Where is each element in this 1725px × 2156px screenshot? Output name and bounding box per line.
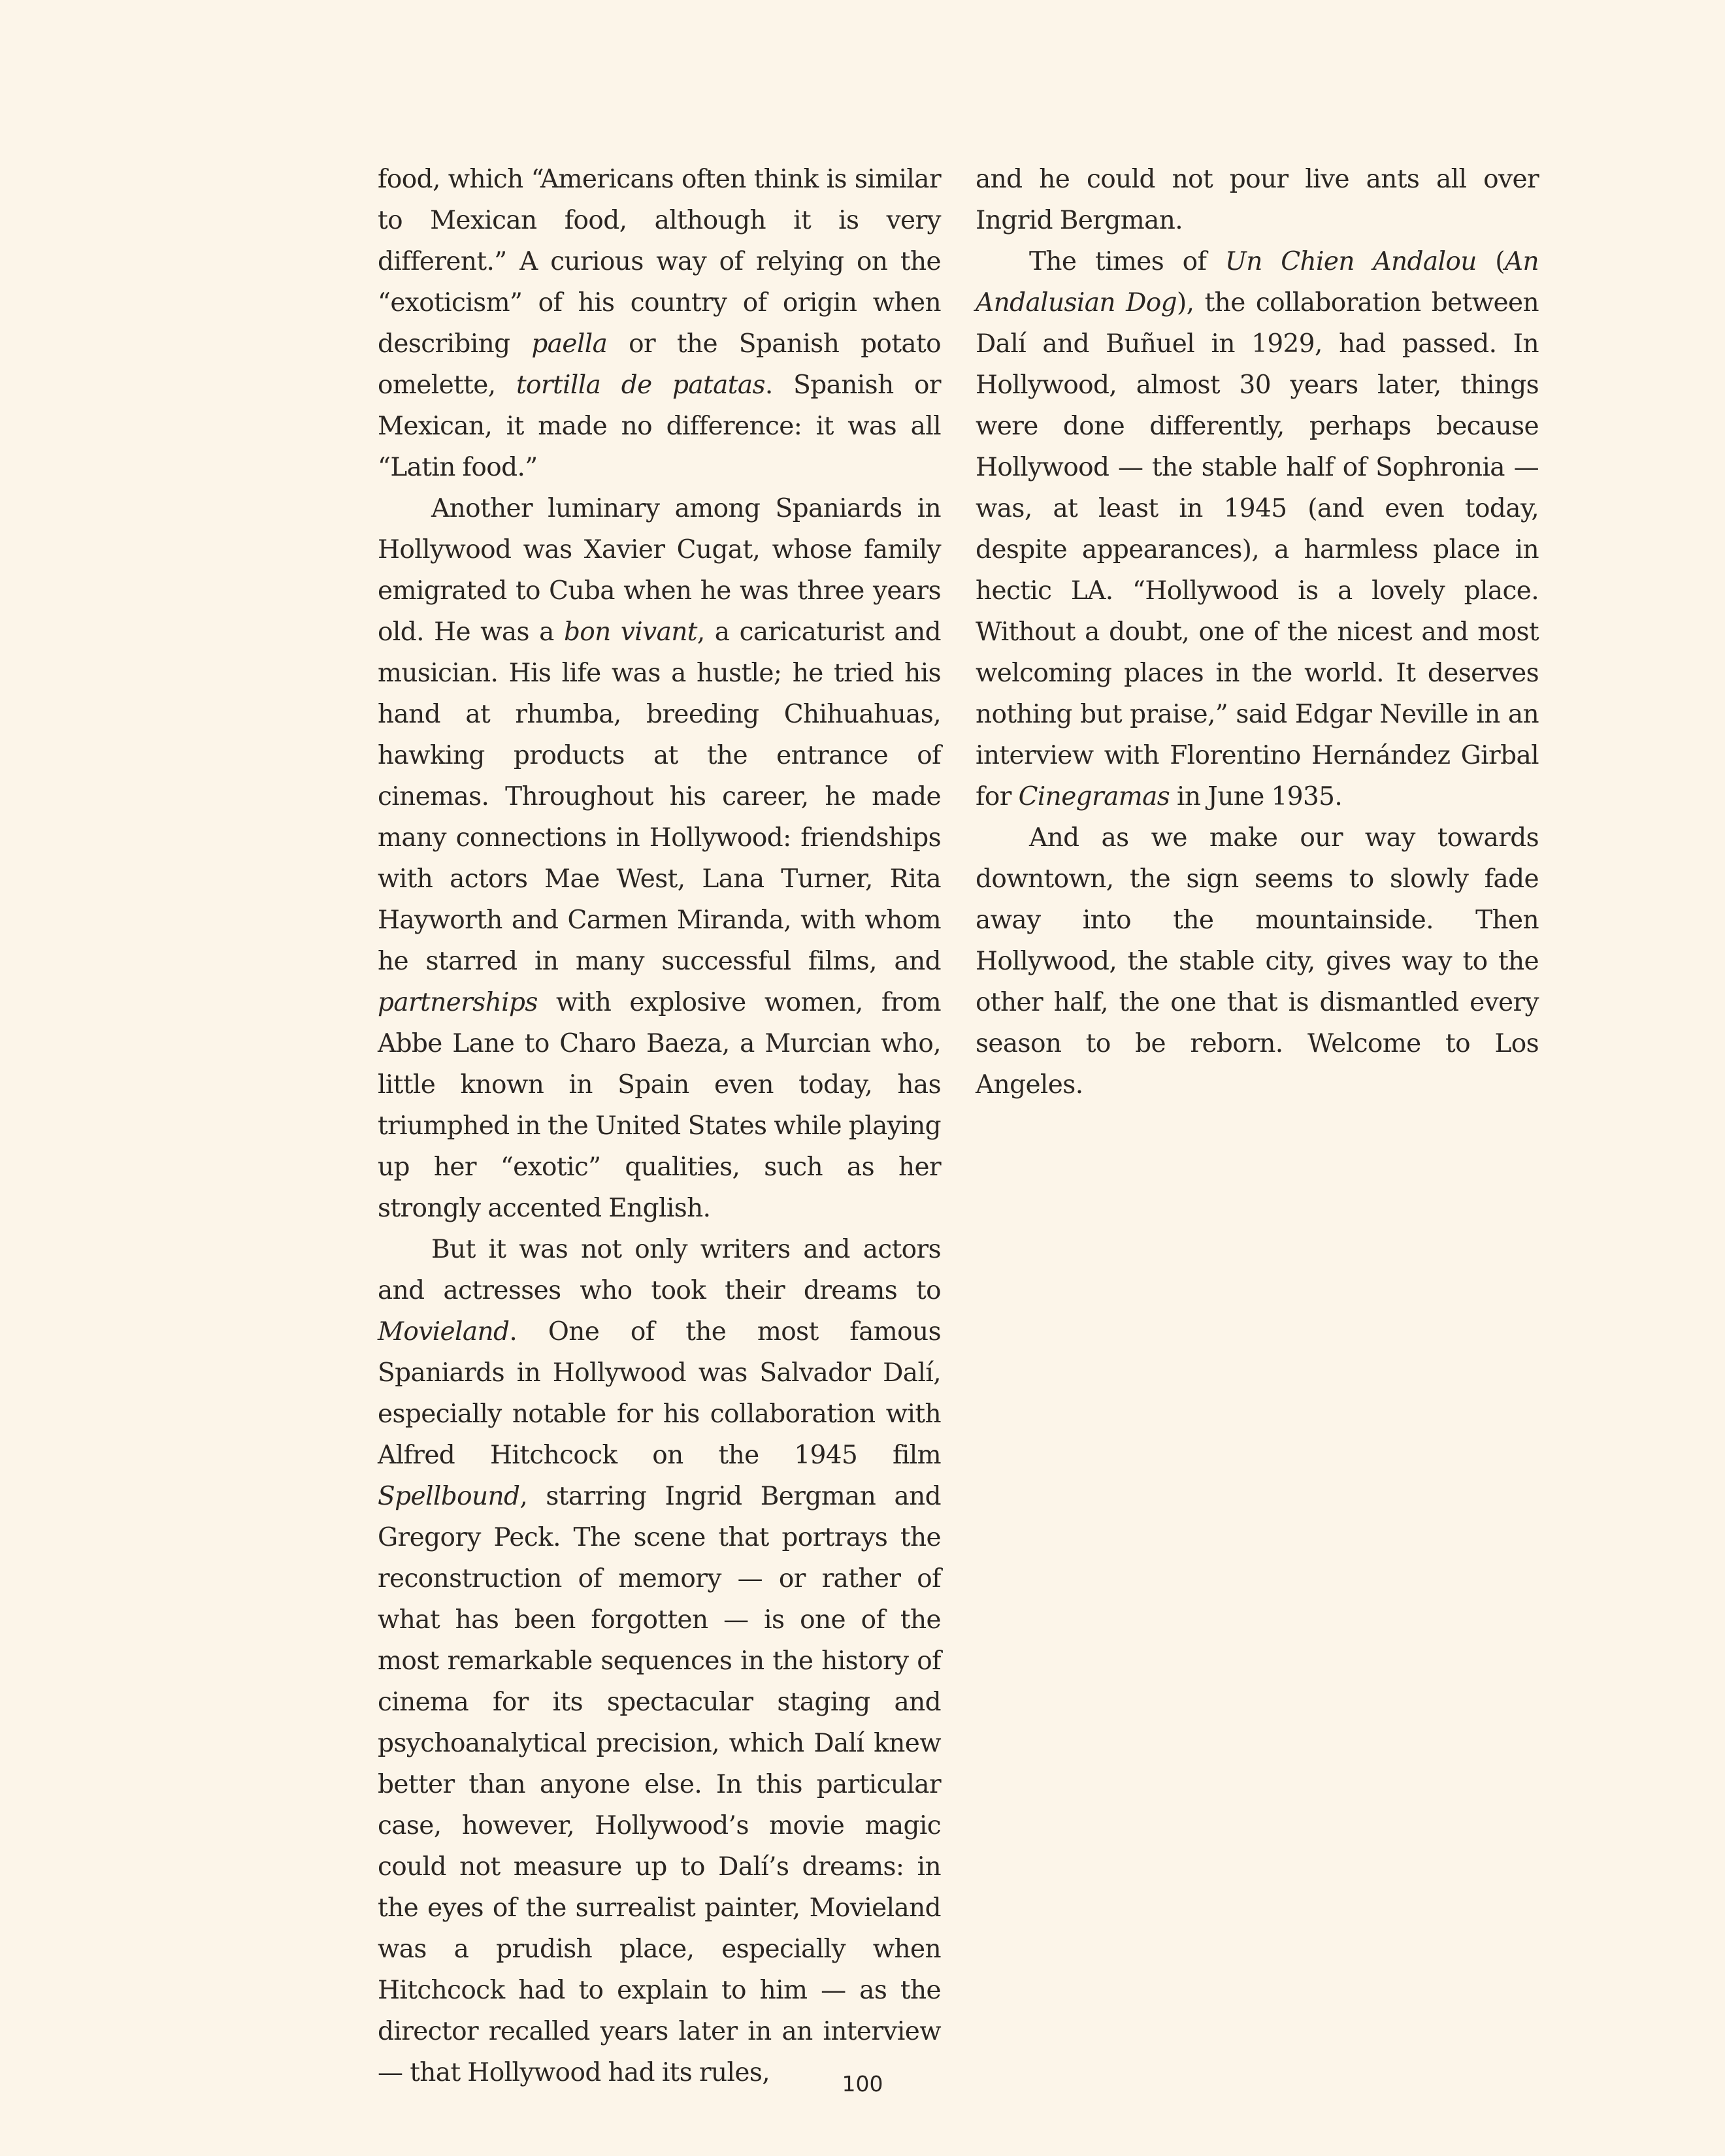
italic-text-run: partnerships [378, 988, 538, 1017]
paragraph [378, 1229, 941, 2093]
italic-text-run: tortilla de patatas [516, 370, 765, 400]
paragraph [976, 241, 1539, 817]
text-run: . Spanish or Mexican, it made no difference: it was all “Latin food.” [378, 370, 941, 482]
text-run: Another luminary among Spaniards in Hollywood was Xavier Cugat, whose family emigrated to Cuba when he was three years old. He was a [378, 494, 941, 647]
paragraph [976, 817, 1539, 1105]
text-run: or the Spanish potato omelette, [378, 329, 941, 400]
text-run: . One of the most famous Spaniards in Hollywood was Salvador Dalí, especially notable for his collaboration with Alfred Hitchcock on the 1945 film [378, 1317, 941, 1470]
text-run: and he could not pour live ants all over Ingrid Bergman. [976, 165, 1539, 235]
italic-text-run: Spellbound [378, 1482, 520, 1511]
paragraph [378, 488, 941, 1229]
text-run: ( [1476, 247, 1505, 276]
text-run: with explosive women, from Abbe Lane to Charo Baeza, a Murcian who, little known in Spain even today, has triumphed in the United States while playing up her “exotic” qualities, such as her strongly accented English. [378, 988, 941, 1223]
italic-text-run: bon vivant [563, 617, 697, 647]
page-number: 100 [842, 2071, 883, 2097]
italic-text-run: paella [531, 329, 608, 359]
text-run: The times of [1029, 247, 1225, 276]
italic-text-run: Un Chien Andalou [1224, 247, 1477, 276]
italic-text-run: Cinegramas [1018, 782, 1170, 811]
left-text-column [378, 159, 941, 2093]
text-run: , starring Ingrid Bergman and Gregory Peck. The scene that portrays the reconstruction of memory — or rather of what has been forgotten — is one of the most remarkable sequences in the history of cinema for its spectacular staging and psychoanalytical precision, which Dalí knew better than anyone else. In this particular case, however, Hollywood’s movie magic could not measure up to Dalí’s dreams: in the eyes of the surrealist painter, Movieland was a prudish place, especially when Hitchcock had to explain to him — as the director recalled years later in an interview — that Hollywood had its rules, [378, 1482, 941, 2087]
paragraph [378, 159, 941, 488]
text-run: food, which “Americans often think is similar to Mexican food, although it is very different.” A curious way of relying on the “exoticism” of his country of origin when describing [378, 165, 941, 359]
right-text-column [976, 159, 1539, 1105]
text-run: And as we make our way towards downtown, the sign seems to slowly fade away into the mountainside. Then Hollywood, the stable city, gives way to the other half, the one that is dismantled every season to be reborn. Welcome to Los Angeles. [976, 823, 1539, 1100]
text-run: , a caricaturist and musician. His life was a hustle; he tried his hand at rhumba, breeding Chihuahuas, hawking products at the entrance of cinemas. Throughout his career, he made many connections in Hollywood: friendships with actors Mae West, Lana Turner, Rita Hayworth and Carmen Miranda, with whom he starred in many successful films, and [378, 617, 941, 976]
paragraph [976, 159, 1539, 241]
text-run: ), the collaboration between Dalí and Buñuel in 1929, had passed. In Hollywood, almost 30 years later, things were done differently, perhaps because Hollywood — the stable half of Sophronia — was, at least in 1945 (and even today, despite appearances), a harmless place in hectic LA. “Hollywood is a lovely place. Without a doubt, one of the nicest and most welcoming places in the world. It deserves nothing but praise,” said Edgar Neville in an interview with Florentino Hernández Girbal for [976, 288, 1539, 811]
italic-text-run: Movieland [378, 1317, 510, 1347]
text-run: in June 1935. [1170, 782, 1343, 811]
italic-text-run: An Andalusian Dog [976, 247, 1539, 318]
text-run: But it was not only writers and actors and actresses who took their dreams to [378, 1235, 941, 1305]
